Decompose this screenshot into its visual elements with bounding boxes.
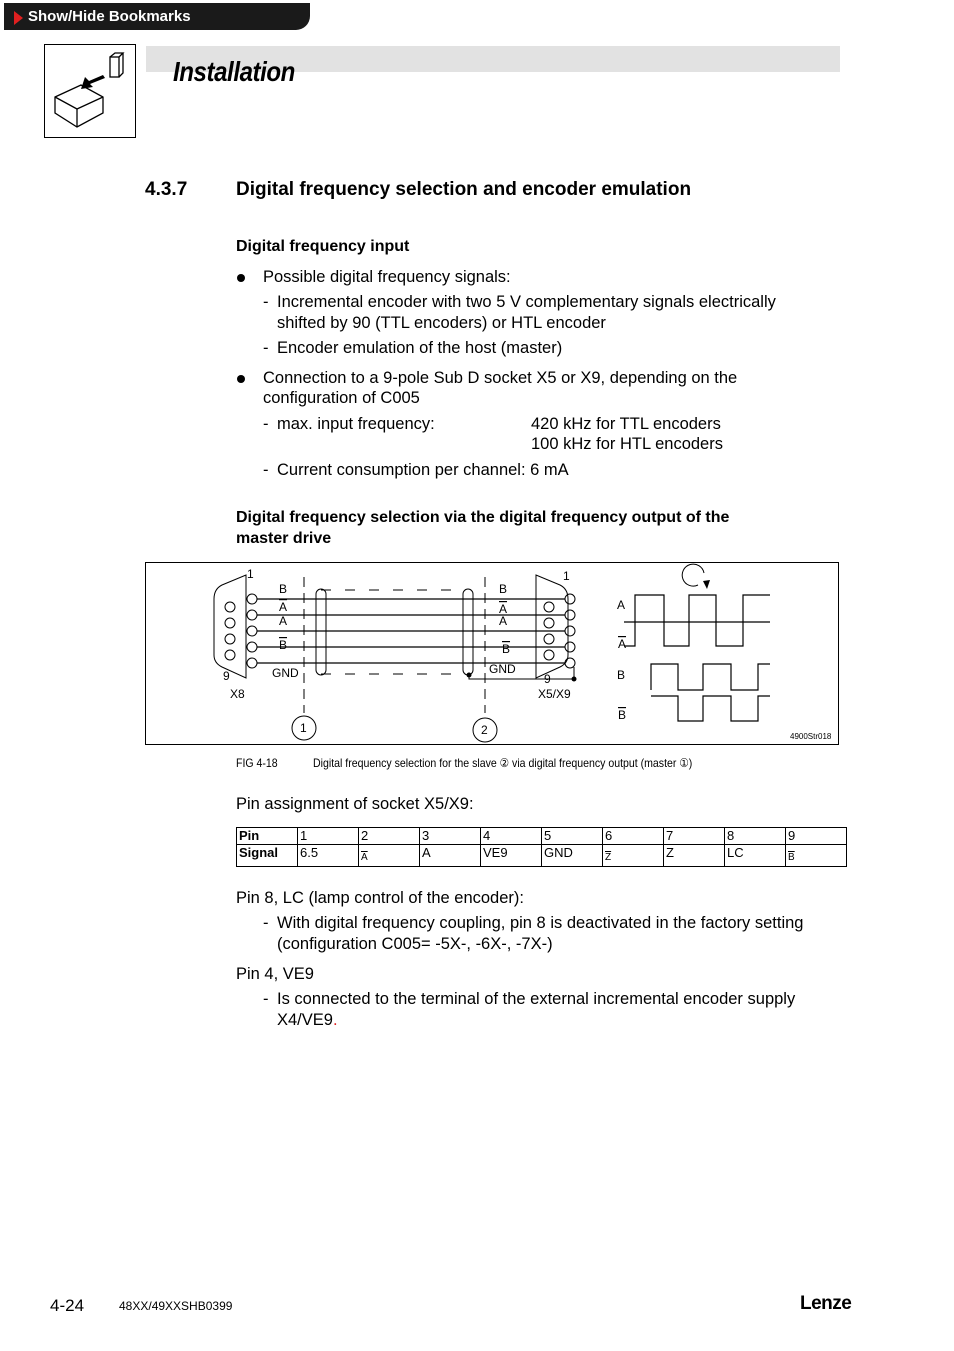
installation-icon [44,44,136,138]
selection-heading: Digital frequency selection via the digital frequency output of the [236,509,730,526]
pin4-text: Is connected to the terminal of the external incremental encoder supply [277,990,796,1008]
bookmarks-button-label: Show/Hide Bookmarks [28,8,191,25]
table-cell: 2 [359,828,420,845]
bullet-text: Connection to a 9-pole Sub D socket X5 or X9, depending on the [263,369,738,387]
table-cell: 8 [725,828,786,845]
figure-number: FIG 4-18 [236,756,278,770]
dash: - [263,415,269,433]
signal-gnd: GND [489,662,516,676]
signal-a-bar: A [499,602,508,616]
signal-a-bar: A [279,600,288,614]
table-cell: 4 [481,828,542,845]
signal-a: A [279,614,288,628]
signal-b: B [499,582,508,596]
pin8-title: Pin 8, LC (lamp control of the encoder): [236,889,524,907]
show-hide-bookmarks-button[interactable] [4,3,310,30]
bullet-text: Possible digital frequency signals: [263,268,511,286]
input-heading: Digital frequency input [236,238,410,255]
chapter-title: Installation [173,56,295,87]
pin-table-title: Pin assignment of socket X5/X9: [236,795,474,813]
bullet [237,274,245,282]
right-bottom-pin: 9 [544,672,551,686]
dash: - [263,339,269,357]
signal-z-bar: Z [605,852,612,863]
table-header-cell: Signal [237,845,298,867]
dash: - [263,293,269,311]
selection-heading: master drive [236,530,332,547]
table-cell: 6.5 [298,845,359,867]
bullet-text: configuration of C005 [263,389,420,407]
lenze-logo: Lenze [800,1293,852,1314]
signal-a-bar: A [361,852,368,863]
signal-b-bar: B [502,642,511,656]
table-row [237,828,847,845]
table-cell: 5 [542,828,603,845]
left-bottom-pin: 9 [223,669,230,683]
table-cell: 7 [664,828,725,845]
pin-assignment-table [236,827,847,867]
pin8-text: (configuration C005= -5X-, -6X-, -7X-) [277,935,553,953]
signal-a: A [499,614,508,628]
signal-b-bar: B [279,638,288,652]
freq-label: max. input frequency: [277,415,435,433]
table-cell: 1 [298,828,359,845]
figure-caption: Digital frequency selection for the slave ② via digital frequency output (master ①) [313,756,693,770]
list-item-text: shifted by 90 (TTL encoders) or HTL encoder [277,314,606,332]
table-cell: LC [725,845,786,867]
pin4-title: Pin 4, VE9 [236,965,314,983]
wave-label-a: A [617,598,626,612]
wave-label-b-bar: B [618,708,627,722]
table-cell [603,845,664,867]
left-top-pin: 1 [247,567,254,581]
marker-2: 2 [481,723,488,737]
right-socket-label: X5/X9 [538,687,571,701]
table-cell: 6 [603,828,664,845]
triangle-right-icon [14,11,23,25]
signal-b-bar: B [788,852,795,863]
list-item-text: Incremental encoder with two 5 V complementary signals electrically [277,293,776,311]
table-cell: Z [664,845,725,867]
dash: - [263,990,269,1008]
document-code: 48XX/49XXSHB0399 [119,1299,233,1313]
pin4-text: X4/VE9. [277,1011,338,1029]
freq-htl: 100 kHz for HTL encoders [531,435,723,453]
signal-gnd: GND [272,666,299,680]
dash: - [263,914,269,932]
pin8-text: With digital frequency coupling, pin 8 is deactivated in the factory setting [277,914,804,932]
freq-ttl: 420 kHz for TTL encoders [531,415,721,433]
table-cell: 3 [420,828,481,845]
table-cell: A [420,845,481,867]
table-header-cell: Pin [237,828,298,845]
marker-1: 1 [300,721,307,735]
table-cell: VE9 [481,845,542,867]
list-item-text: Encoder emulation of the host (master) [277,339,563,357]
section-number: 4.3.7 [145,179,188,200]
wave-label-b: B [617,668,626,682]
table-cell [359,845,420,867]
table-cell [786,845,847,867]
dash: - [263,461,269,479]
table-row [237,845,847,867]
wave-label-a-bar: A [618,637,627,651]
left-socket-label: X8 [230,687,245,701]
table-cell: GND [542,845,603,867]
table-cell: 9 [786,828,847,845]
figure-code: 4900Str018 [790,732,832,741]
signal-b: B [279,582,288,596]
current-text: Current consumption per channel: 6 mA [277,461,569,479]
right-top-pin: 1 [563,569,570,583]
section-title: Digital frequency selection and encoder emulation [236,179,692,200]
wiring-figure [145,562,839,745]
bullet [237,375,245,383]
page-number: 4-24 [50,1296,85,1315]
